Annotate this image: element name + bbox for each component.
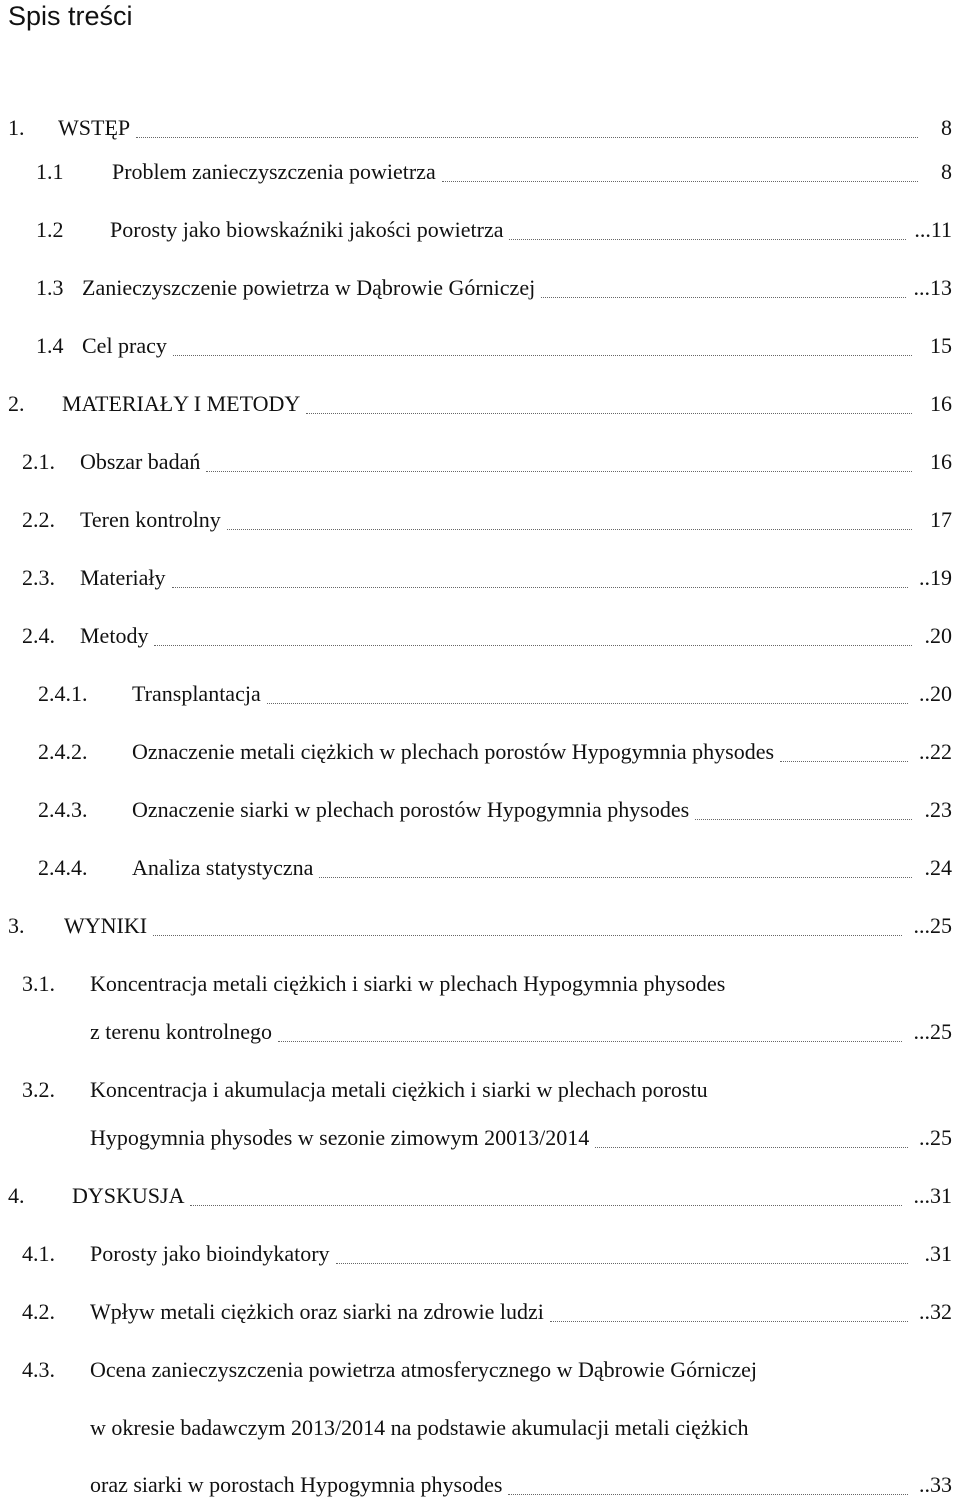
- toc-entry-page: 16: [930, 449, 952, 474]
- toc-entry-title: Materiały: [80, 565, 166, 590]
- leader-dots: [695, 797, 912, 820]
- toc-entry-page: .23: [924, 797, 952, 822]
- toc-entry-title: z terenu kontrolnego: [90, 1019, 273, 1044]
- toc-entry-number: 1.: [8, 115, 25, 140]
- toc-entry[interactable]: [0, 115, 952, 141]
- toc-entry[interactable]: [0, 391, 952, 417]
- toc-entry[interactable]: [0, 159, 952, 185]
- toc-entry-page: 15: [930, 333, 952, 358]
- toc-entry[interactable]: [0, 971, 952, 997]
- toc-entry-title: Metody: [80, 623, 149, 648]
- toc-entry-number: 3.: [8, 913, 25, 938]
- toc-entry-page: ...25: [913, 913, 952, 938]
- toc-entry[interactable]: [0, 739, 952, 765]
- toc-entry[interactable]: [0, 275, 952, 301]
- toc-entry-page: .20: [924, 623, 952, 648]
- toc-entry[interactable]: [0, 681, 952, 707]
- toc-entry[interactable]: [0, 1125, 952, 1151]
- toc-entry-number: 4.: [8, 1183, 25, 1208]
- toc-entry-page: ..22: [919, 739, 952, 764]
- toc-entry-title: Cel pracy: [82, 333, 167, 358]
- toc-entry-title: Wpływ metali ciężkich oraz siarki na zdrowie ludzi: [90, 1299, 544, 1324]
- toc-entry-title: DYSKUSJA: [72, 1183, 185, 1208]
- toc-entry-number: 3.2.: [22, 1077, 55, 1102]
- toc-entry-page: ...31: [913, 1183, 952, 1208]
- toc-entry-number: 2.4.4.: [38, 855, 88, 880]
- toc-entry-title: Zanieczyszczenie powietrza w Dąbrowie Górniczej: [82, 275, 536, 300]
- toc-entry-number: 2.4.1.: [38, 681, 88, 706]
- toc-entry-page: ..20: [919, 681, 952, 706]
- leader-dots: [278, 1019, 902, 1042]
- toc-entry[interactable]: [0, 1241, 952, 1267]
- toc-entry-number: 4.2.: [22, 1299, 55, 1324]
- toc-entry-page: .31: [924, 1241, 952, 1266]
- toc-entry-page: 16: [930, 391, 952, 416]
- toc-entry[interactable]: [0, 333, 952, 359]
- toc-entry-number: 2.2.: [22, 507, 55, 532]
- leader-dots: [442, 159, 918, 182]
- toc-entry-title: Teren kontrolny: [80, 507, 221, 532]
- toc-entry[interactable]: [0, 913, 952, 939]
- toc-entry-page: ...25: [913, 1019, 952, 1044]
- leader-dots: [136, 115, 918, 138]
- toc-entry-page: 8: [941, 115, 952, 140]
- toc-entry-title: Koncentracja i akumulacja metali ciężkich i siarki w plechach porostu: [90, 1077, 708, 1102]
- leader-dots: [550, 1299, 908, 1322]
- toc-entry-page: ..33: [919, 1472, 952, 1497]
- page-title: Spis treści: [8, 1, 133, 31]
- toc-entry-title: Ocena zanieczyszczenia powietrza atmosferycznego w Dąbrowie Górniczej: [90, 1357, 757, 1382]
- toc-entry-page: ..19: [919, 565, 952, 590]
- toc-entry-title: w okresie badawczym 2013/2014 na podstawie akumulacji metali ciężkich: [90, 1415, 749, 1440]
- toc-entry-number: 1.2: [36, 217, 64, 242]
- toc-entry-number: 2.3.: [22, 565, 55, 590]
- leader-dots: [595, 1125, 908, 1148]
- toc-entry-title: WSTĘP: [58, 115, 131, 140]
- toc-entry[interactable]: [0, 1357, 952, 1383]
- toc-entry-title: Oznaczenie metali ciężkich w plechach porostów Hypogymnia physodes: [132, 739, 775, 764]
- toc-entry-page: 17: [930, 507, 952, 532]
- toc-entry-number: 1.1: [36, 159, 64, 184]
- toc-entry-number: 2.4.: [22, 623, 55, 648]
- leader-dots: [508, 1472, 908, 1495]
- leader-dots: [541, 275, 906, 298]
- toc-entry[interactable]: [0, 1472, 952, 1498]
- toc-entry[interactable]: [0, 623, 952, 649]
- toc-entry-number: 1.4: [36, 333, 64, 358]
- leader-dots: [190, 1183, 902, 1206]
- toc-entry-number: 3.1.: [22, 971, 55, 996]
- toc-entry-title: Porosty jako bioindykatory: [90, 1241, 330, 1266]
- leader-dots: [509, 217, 906, 240]
- toc-entry-page: ...13: [913, 275, 952, 300]
- toc-entry-title: WYNIKI: [64, 913, 148, 938]
- toc-entry-title: Problem zanieczyszczenia powietrza: [112, 159, 436, 184]
- leader-dots: [780, 739, 908, 762]
- leader-dots: [267, 681, 908, 704]
- toc-entry[interactable]: [0, 1183, 952, 1209]
- toc-entry[interactable]: [0, 1415, 952, 1441]
- leader-dots: [173, 333, 912, 356]
- toc-entry[interactable]: [0, 565, 952, 591]
- toc-entry[interactable]: [0, 507, 952, 533]
- toc-entry-title: Koncentracja metali ciężkich i siarki w plechach Hypogymnia physodes: [90, 971, 726, 996]
- toc-entry[interactable]: [0, 855, 952, 881]
- toc-entry-page: ..32: [919, 1299, 952, 1324]
- toc-entry-title: oraz siarki w porostach Hypogymnia physodes: [90, 1472, 503, 1497]
- toc-entry[interactable]: [0, 1077, 952, 1103]
- toc-entry-number: 2.4.3.: [38, 797, 88, 822]
- toc-entry-number: 4.3.: [22, 1357, 55, 1382]
- toc-entry-title: Porosty jako biowskaźniki jakości powietrza: [110, 217, 504, 242]
- leader-dots: [153, 913, 902, 936]
- leader-dots: [227, 507, 912, 530]
- toc-entry[interactable]: [0, 1019, 952, 1045]
- leader-dots: [319, 855, 912, 878]
- toc-entry-title: Transplantacja: [132, 681, 261, 706]
- toc-entry[interactable]: [0, 797, 952, 823]
- toc-entry-page: ..25: [919, 1125, 952, 1150]
- toc-entry-number: 2.4.2.: [38, 739, 88, 764]
- toc-entry-page: 8: [941, 159, 952, 184]
- toc-entry[interactable]: [0, 217, 952, 243]
- toc-entry-number: 2.1.: [22, 449, 55, 474]
- leader-dots: [306, 391, 912, 414]
- toc-entry[interactable]: [0, 1299, 952, 1325]
- leader-dots: [336, 1241, 908, 1264]
- toc-entry-title: Oznaczenie siarki w plechach porostów Hypogymnia physodes: [132, 797, 690, 822]
- toc-entry[interactable]: [0, 449, 952, 475]
- toc-entry-page: .24: [924, 855, 952, 880]
- toc-entry-title: Analiza statystyczna: [132, 855, 314, 880]
- toc-entry-number: 4.1.: [22, 1241, 55, 1266]
- toc-entry-number: 1.3: [36, 275, 64, 300]
- leader-dots: [206, 449, 912, 472]
- toc-entry-title: Hypogymnia physodes w sezonie zimowym 20013/2014: [90, 1125, 590, 1150]
- leader-dots: [172, 565, 908, 588]
- toc-entry-page: ...11: [914, 217, 952, 242]
- toc-entry-number: 2.: [8, 391, 25, 416]
- leader-dots: [154, 623, 912, 646]
- toc-entry-title: MATERIAŁY I METODY: [62, 391, 301, 416]
- toc-entry-title: Obszar badań: [80, 449, 201, 474]
